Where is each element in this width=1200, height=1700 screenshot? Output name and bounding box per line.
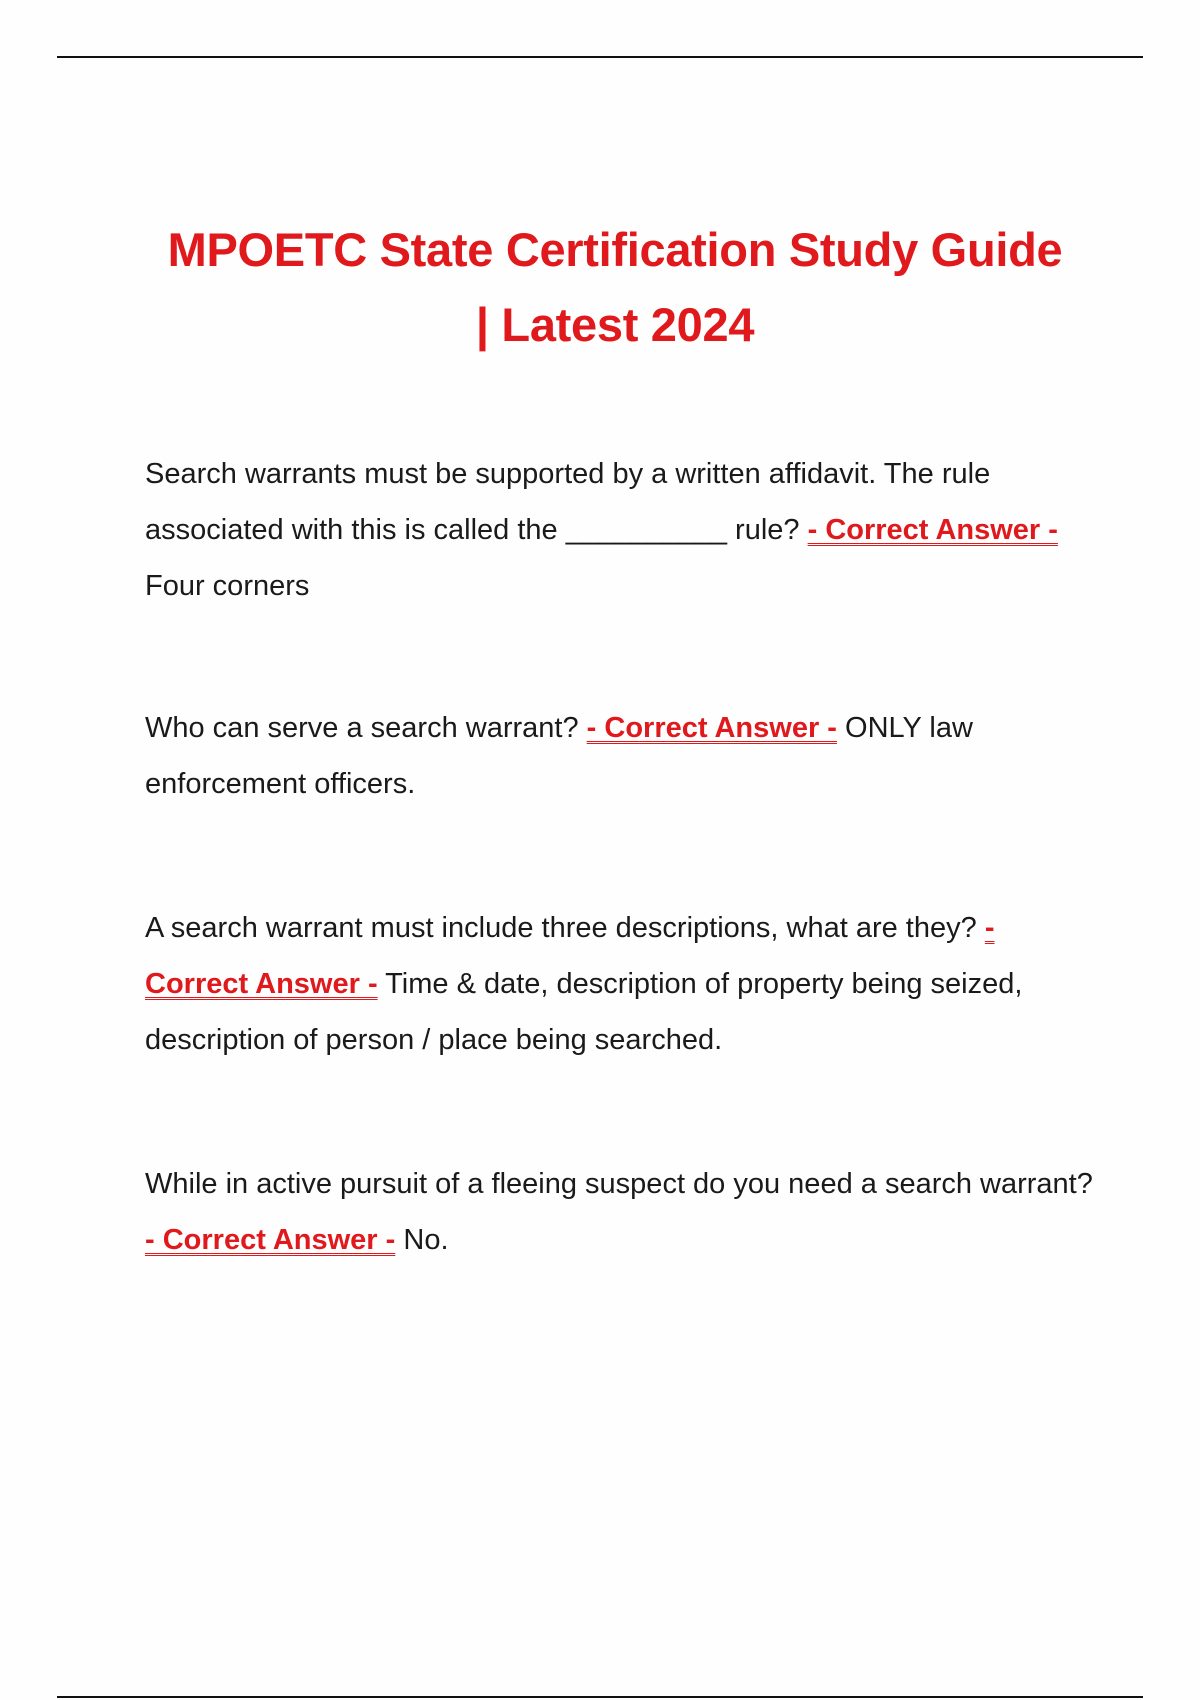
answer-text: ONLY law enforcement officers. — [145, 712, 973, 800]
correct-answer-marker: - Correct Answer - — [145, 1224, 396, 1256]
correct-answer-marker: - Correct Answer - — [145, 912, 995, 1000]
question-text: Who can serve a search warrant? — [145, 712, 579, 744]
top-rule — [57, 56, 1143, 58]
correct-answer-marker: - Correct Answer - — [807, 514, 1058, 546]
bottom-rule — [57, 1696, 1143, 1698]
answer-text: No. — [403, 1224, 449, 1256]
answer-text: Time & date, description of property being seized, description of person / place being searched. — [145, 968, 1023, 1056]
question-text: A search warrant must include three descriptions, what are they? — [145, 912, 977, 944]
qa-item — [145, 900, 1095, 1068]
answer-text: Four corners — [145, 570, 310, 602]
qa-item — [145, 1156, 1095, 1268]
document-title — [120, 212, 1110, 362]
correct-answer-marker: - Correct Answer - — [586, 712, 837, 744]
title-line-1: MPOETC State Certification Study Guide — [167, 223, 1063, 276]
qa-item — [145, 700, 1095, 812]
qa-item — [145, 446, 1095, 614]
title-line-2: | Latest 2024 — [475, 298, 755, 351]
question-text: Search warrants must be supported by a written affidavit. The rule associated with this is called the __________ rule? — [145, 458, 991, 546]
question-text: While in active pursuit of a fleeing suspect do you need a search warrant? — [145, 1168, 1093, 1200]
